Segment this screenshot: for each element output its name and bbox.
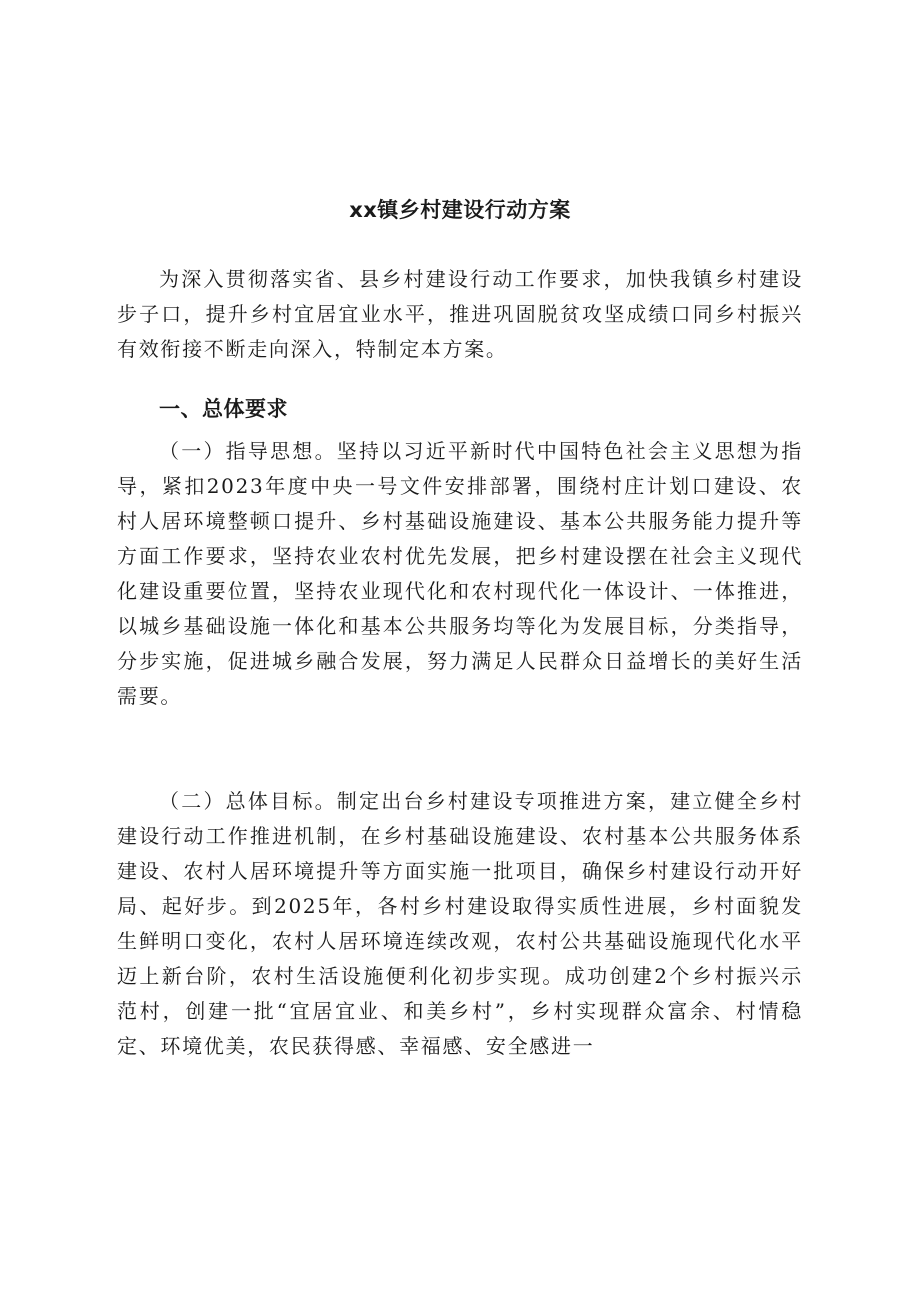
section-heading: 一、总体要求 (159, 397, 288, 421)
document-title: xx镇乡村建设行动方案 (349, 198, 571, 222)
guiding-thought-paragraph: （一）指导思想。坚持以习近平新时代中国特色社会主义思想为指导，紧扣2023年度中央一号文件安排部署，围绕村庄计划口建设、农村人居环境整顿口提升、乡村基础设施建设、基本公共服务能力提升等方面工作要求，坚持农业农村优先发展，把乡村建设摆在社会主义现代化建设重要位置，坚持农业现代化和农村现代化一体设计、一体推进，以城乡基础设施一体化和基本公共服务均等化为发展目标，分类指导，分步实施，促进城乡融合发展，努力满足人民群众日益增长的美好生活需要。 (117, 439, 803, 708)
overall-goal-paragraph: （二）总体目标。制定出台乡村建设专项推进方案，建立健全乡村建设行动工作推进机制，在乡村基础设施建设、农村基本公共服务体系建设、农村人居环境提升等方面实施一批项目，确保乡村建设行动开好局、起好步。到2025年，各村乡村建设取得实质性进展，乡村面貌发生鲜明口变化，农村人居环境连续改观，农村公共基础设施现代化水平迈上新台阶，农村生活设施便利化初步实现。成功创建2个乡村振兴示范村，创建一批“宜居宜业、和美乡村”，乡村实现群众富余、村情稳定、环境优美，农民获得感、幸福感、安全感进一 (117, 789, 803, 1058)
intro-paragraph: 为深入贯彻落实省、县乡村建设行动工作要求，加快我镇乡村建设步子口，提升乡村宜居宜业水平，推进巩固脱贫攻坚成绩口同乡村振兴有效衔接不断走向深入，特制定本方案。 (117, 267, 803, 361)
